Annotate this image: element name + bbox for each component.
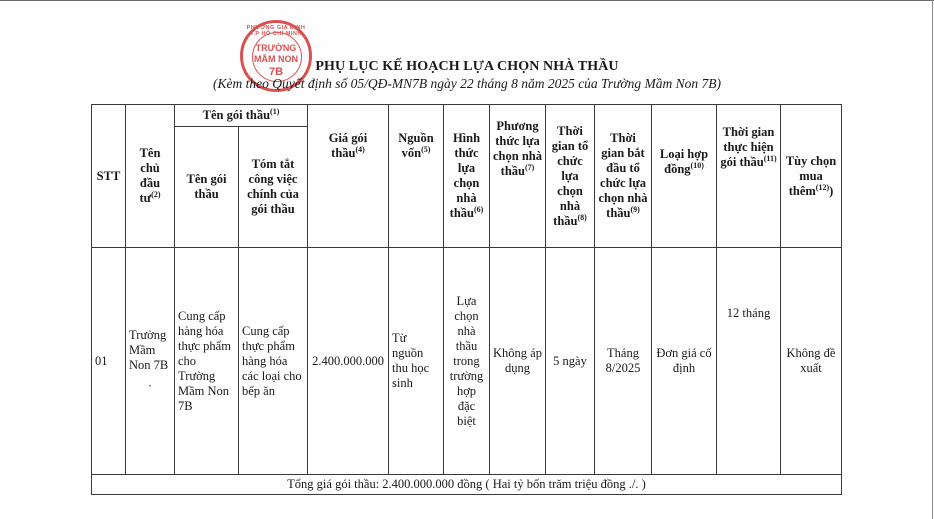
cell-fund: Từ nguồn thu học sinh xyxy=(389,248,444,475)
cell-price: 2.400.000.000 xyxy=(308,248,389,475)
header-contract-type: Loại hợp đồng$^{(10)}$ xyxy=(652,105,717,248)
cell-investor-text: Trường Mầm Non 7B xyxy=(129,328,169,372)
cell-summary: Cung cấp thực phẩm hàng hóa các loại cho bếp ăn xyxy=(239,248,308,475)
header-price: Giá gói thầu$^{(4)}$ xyxy=(308,105,389,248)
header-start-time: Thời gian bắt đầu tổ chức lựa chọn nhà thầu$^{(9)}$ xyxy=(595,105,652,248)
document-title: PHỤ LỤC KẾ HOẠCH LỰA CHỌN NHÀ THẦU xyxy=(315,59,619,74)
stamp-line-1: TRƯỜNG xyxy=(255,43,297,53)
header-package-name: Tên gói thầu xyxy=(175,127,239,248)
document-subtitle: (Kèm theo Quyết định số 05/QĐ-MN7B ngày 22 tháng 8 năm 2025 của Trường Mầm Non 7B) xyxy=(212,76,722,91)
cell-start-time: Tháng 8/2025 xyxy=(595,248,652,475)
table-row xyxy=(92,248,842,475)
cell-execution-time: 12 tháng xyxy=(717,248,781,475)
stamp-line-3: 7B xyxy=(268,66,284,78)
header-investor: Tên chủ đầu $tư^{(2)}$ xyxy=(126,105,175,248)
header-row-top xyxy=(92,105,842,127)
stamp-ring-text: PHƯỜNG GIA ĐỊNH T.P HỒ CHÍ MINH xyxy=(246,25,306,37)
cell-selection-form: Lựa chọn nhà thầu trong trường hợp đặc biệt xyxy=(444,248,490,475)
cell-investor-mark: · xyxy=(147,379,153,393)
cell-package-name: Cung cấp hàng hóa thực phẩm cho Trường Mầm Non 7B xyxy=(175,248,239,475)
header-package-group: Tên gói thầu$^{(1)}$ xyxy=(175,105,308,127)
header-summary: Tóm tắt công việc chính của gói thầu xyxy=(239,127,308,248)
cell-investor xyxy=(126,248,175,475)
page-top-edge xyxy=(0,0,934,1)
cell-contract-type: Đơn giá cố định xyxy=(652,248,717,475)
total-price-text: Tổng giá gói thầu: 2.400.000.000 đồng ( Hai tỷ bốn trăm triệu đồng ./. ) xyxy=(92,475,842,495)
procurement-plan-table xyxy=(91,104,842,495)
header-selection-method: Phương thức lựa chọn nhà thầu$^{(7)}$ xyxy=(490,105,546,248)
cell-duration: 5 ngày xyxy=(546,248,595,475)
stamp-line-2: MẦM NON xyxy=(254,54,298,64)
header-selection-form: Hình thức lựa chọn nhà thầu$^{(6)}$ xyxy=(444,105,490,248)
header-options: Tùy chọn mua thêm$^{(12)}$) xyxy=(781,105,842,248)
cell-options: Không đề xuất xyxy=(781,248,842,475)
cell-selection-method: Không áp dụng xyxy=(490,248,546,475)
header-duration: Thời gian tổ chức lựa chọn nhà thầu$^{(8)}$ xyxy=(546,105,595,248)
total-row xyxy=(92,475,842,495)
header-fund: Nguồn vốn$^{(5)}$ xyxy=(389,105,444,248)
header-stt: STT xyxy=(92,105,126,248)
header-execution-time: Thời gian thực hiện gói thầu$^{(11)}$ xyxy=(717,105,781,248)
cell-stt: 01 xyxy=(92,248,126,475)
